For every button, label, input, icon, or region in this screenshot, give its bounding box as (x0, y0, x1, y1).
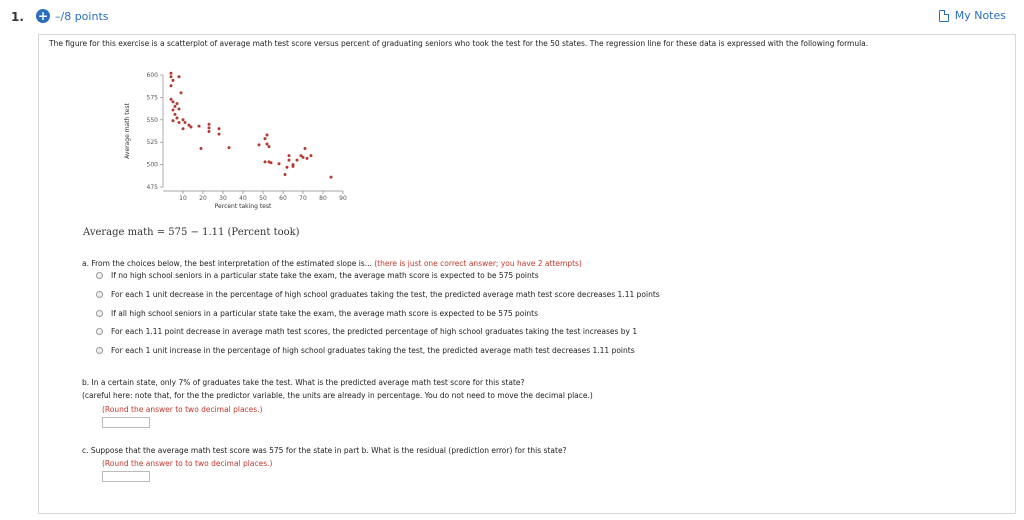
data-point (172, 79, 175, 82)
data-point (172, 100, 175, 103)
my-notes-link[interactable] (939, 9, 1006, 22)
radio-button[interactable] (96, 291, 103, 298)
part-a-note: (there is just one correct answer; you have 2 attempts) (374, 259, 582, 268)
data-point (176, 102, 179, 105)
x-tick-label: 80 (319, 195, 327, 202)
data-point (170, 72, 173, 75)
notes-icon (939, 10, 949, 22)
data-point (174, 105, 177, 108)
intro-text: The figure for this exercise is a scatterplot of average math test score versus percent of graduating seniors who took the test for the 50 states. The regression line for these data is expressed with the following formula. (49, 39, 869, 48)
data-point (310, 154, 313, 157)
part-b-line2: (careful here: note that, for the the predictor variable, the units are already in percentage. You do not need to move the decimal place.) (82, 391, 593, 400)
x-tick-label: 30 (219, 195, 227, 202)
data-point (198, 125, 201, 128)
data-point (292, 165, 295, 168)
choice-5-label: For each 1 unit increase in the percentage of high school graduates taking the test, the predicted average math test decreases 1.11 points (111, 346, 635, 355)
data-point (288, 159, 291, 162)
data-point (266, 142, 269, 145)
data-point (182, 118, 185, 121)
part-c-answer-input[interactable] (102, 471, 150, 482)
regression-formula: Average math = 575 − 1.11 (Percent took) (83, 227, 300, 238)
data-point (258, 143, 261, 146)
choice-4[interactable] (96, 327, 637, 336)
choice-1[interactable] (96, 271, 539, 280)
x-tick-label: 90 (339, 195, 347, 202)
choice-3-label: If all high school seniors in a particular state take the exam, the average math score is expected to be 575 points (111, 309, 539, 318)
data-point (182, 127, 185, 130)
data-point (266, 134, 269, 137)
x-tick-label: 50 (259, 195, 267, 202)
choice-4-label: For each 1.11 point decrease in average math test scores, the predicted percentage of high school graduates taking the test increases by 1 (111, 327, 638, 336)
x-tick-label: 40 (239, 195, 247, 202)
data-point (190, 125, 193, 128)
question-box (38, 34, 1016, 514)
data-point (296, 159, 299, 162)
data-point (284, 173, 287, 176)
choice-1-label: If no high school seniors in a particular state take the exam, the average math score is expected to be 575 points (111, 271, 539, 280)
data-point (264, 160, 267, 163)
data-point (264, 137, 267, 140)
data-point (306, 157, 309, 160)
x-tick-label: 10 (179, 195, 187, 202)
data-point (218, 127, 221, 130)
part-b-answer-input[interactable] (102, 417, 150, 428)
data-point (170, 98, 173, 101)
choice-5[interactable] (96, 346, 635, 355)
y-tick-label: 475 (146, 184, 158, 191)
choice-2[interactable] (96, 290, 660, 299)
data-point (278, 162, 281, 165)
data-point (174, 113, 177, 116)
plus-circle-icon[interactable]: + (37, 9, 49, 23)
choice-3[interactable] (96, 309, 538, 318)
data-point (270, 161, 273, 164)
data-point (304, 147, 307, 150)
y-tick-label: 550 (146, 116, 158, 124)
data-point (208, 126, 211, 129)
data-point (176, 117, 179, 120)
data-point (178, 121, 181, 124)
data-point (178, 75, 181, 78)
data-point (228, 146, 231, 149)
data-point (268, 145, 271, 148)
data-point (302, 156, 305, 159)
data-point (172, 108, 175, 111)
y-tick-label: 600 (146, 72, 158, 79)
points-label: –/8 points (55, 10, 109, 23)
x-tick-label: 20 (199, 195, 207, 202)
x-axis-label: Percent taking test (214, 203, 272, 210)
data-point (180, 91, 183, 94)
scatterplot (121, 67, 371, 217)
question-number: 1. (11, 10, 24, 24)
part-c-line1: c. Suppose that the average math test score was 575 for the state in part b. What is the residual (prediction error) for this state? (82, 446, 567, 455)
data-point (208, 130, 211, 133)
data-point (200, 147, 203, 150)
my-notes-label: My Notes (954, 9, 1006, 22)
part-b-round-note: (Round the answer to two decimal places.) (102, 405, 263, 414)
choice-2-label: For each 1 unit decrease in the percentage of high school graduates taking the test, the predicted average math test score decreases 1.11 points (111, 290, 660, 299)
part-c-round-note: (Round the answer to to two decimal places.) (102, 459, 273, 468)
data-point (178, 108, 181, 111)
part-a-prompt (82, 259, 582, 268)
y-tick-label: 500 (146, 161, 158, 169)
data-point (170, 84, 173, 87)
radio-button[interactable] (96, 347, 103, 354)
data-point (330, 176, 333, 179)
x-tick-label: 70 (299, 195, 307, 202)
question-header (0, 0, 1024, 34)
data-point (218, 133, 221, 136)
radio-button[interactable] (96, 328, 103, 335)
y-tick-label: 575 (146, 94, 158, 102)
radio-button[interactable] (96, 310, 103, 317)
radio-button[interactable] (96, 272, 103, 279)
x-tick-label: 60 (279, 195, 287, 202)
y-tick-label: 525 (146, 139, 158, 147)
data-point (286, 166, 289, 169)
data-point (172, 119, 175, 122)
data-point (184, 121, 187, 124)
data-point (170, 75, 173, 78)
y-axis-label: Average math test (124, 103, 131, 159)
data-point (288, 154, 291, 157)
part-a-label: a. From the choices below, the best interpretation of the estimated slope is... (82, 259, 372, 268)
data-point (208, 123, 211, 126)
part-b-line1: b. In a certain state, only 7% of graduates take the test. What is the predicted average math test score for this state? (82, 378, 525, 387)
